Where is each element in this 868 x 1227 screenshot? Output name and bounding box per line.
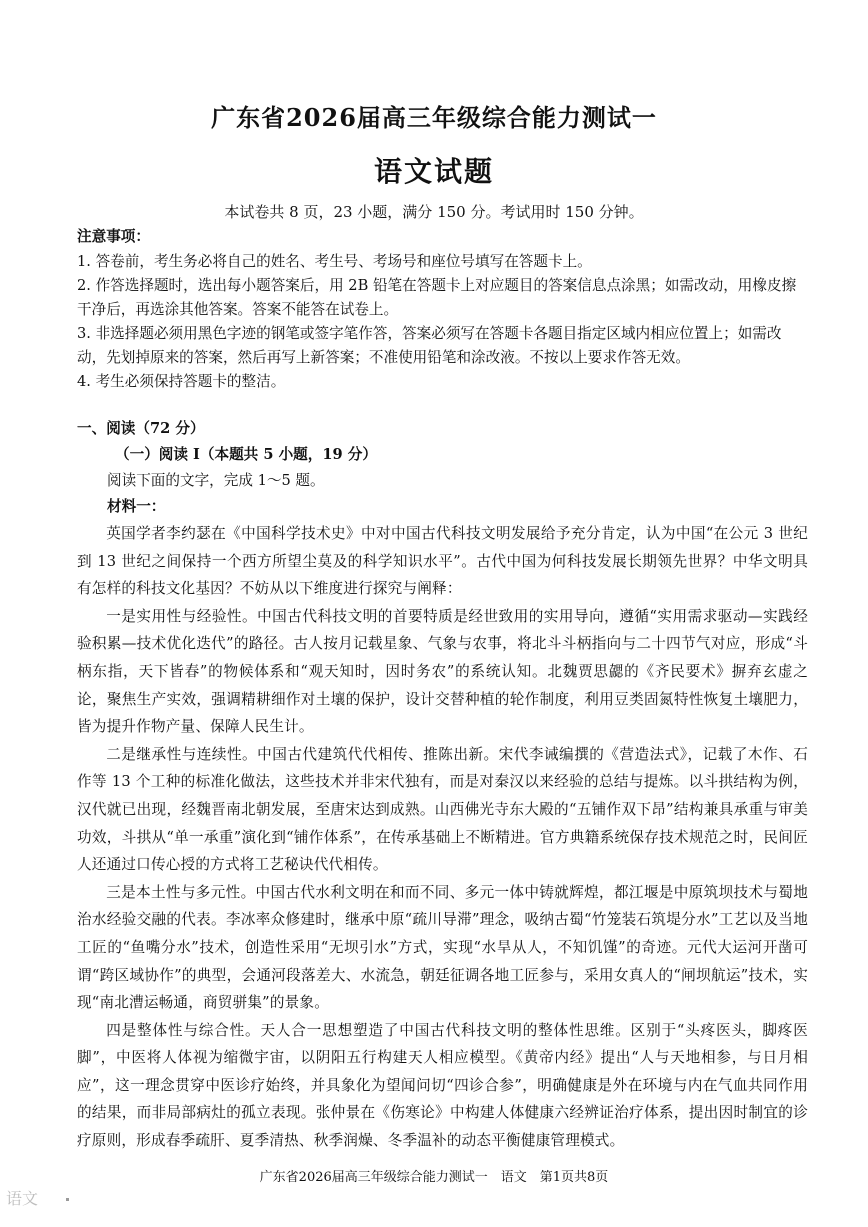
- page-footer: 广东省2026届高三年级综合能力测试一 语文 第1页共8页: [259, 1170, 609, 1185]
- exam-content: [77, 226, 808, 1155]
- notice-heading: 注意事项：: [77, 228, 150, 245]
- exam-intro: 本试卷共 8 页，23 小题，满分 150 分。考试用时 150 分钟。: [224, 203, 644, 221]
- section-heading: 一、阅读（72 分）: [77, 420, 205, 437]
- notice-item: 2. 作答选择题时，选出每小题答案后，用 2B 铅笔在答题卡上对应题目的答案信息点涂黑；如需改动，用橡皮擦干净后，再选涂其他答案。答案不能答在试卷上。: [77, 277, 797, 318]
- paragraph: 三是本土性与多元性。中国古代水利文明在和而不同、多元一体中铸就辉煌，都江堰是中原筑坝技术与蜀地治水经验交融的代表。李冰率众修建时，继承中原“疏川导滞”理念，吸纳古蜀“竹笼装石筑堤分水”工艺以及当地工匠的“鱼嘴分水”技术，创造性采用“无坝引水”方式，实现“水旱从人，不知饥馑”的奇迹。元代大运河开凿可谓“跨区域协作”的典型，会通河段落差大、水流急，朝廷征调各地工匠参与，采用女真人的“闸坝航运”技术，实现“南北漕运畅通，商贸骈集”的景象。: [77, 883, 808, 1012]
- subsection-heading: （一）阅读 I（本题共 5 小题，19 分）: [115, 446, 377, 463]
- notice-item: 4. 考生必须保持答题卡的整洁。: [77, 373, 286, 390]
- paragraph: 四是整体性与综合性。天人合一思想塑造了中国古代科技文明的整体性思维。区别于“头疼医头，脚疼医脚”，中医将人体视为缩微宇宙，以阴阳五行构建天人相应模型。《黄帝内经》提出“人与天地相参，与日月相应”，这一理念贯穿中医诊疗始终，并具象化为望闻问切“四诊合参”，明确健康是外在环境与内在气血共同作用的结果，而非局部病灶的孤立表现。张仲景在《伤寒论》中构建人体健康六经辨证治疗体系，提出因时制宜的诊疗原则，形成春季疏肝、夏季清热、秋季润燥、冬季温补的动态平衡健康管理模式。: [77, 1021, 808, 1150]
- reading-instruction: 阅读下面的文字，完成 1～5 题。: [107, 472, 325, 489]
- exam-subtitle: 语文试题: [373, 155, 494, 188]
- paragraph: 英国学者李约瑟在《中国科学技术史》中对中国古代科技文明发展给予充分肯定，认为中国“在公元 3 世纪到 13 世纪之间保持一个西方所望尘莫及的科学知识水平”。古代中国为何科技发展长期领先世界？中华文明具有怎样的科技文化基因？不妨从以下维度进行探究与阐释：: [77, 525, 808, 598]
- watermark-text: 语文: [6, 1189, 39, 1208]
- paragraph: 一是实用性与经验性。中国古代科技文明的首要特质是经世致用的实用导向，遵循“实用需求驱动—实践经验积累—技术优化迭代”的路径。古人按月记载星象、气象与农事，将北斗斗柄指向与二十四节气对应，形成“斗柄东指，天下皆春”的物候体系和“观天知时，因时务农”的系统认知。北魏贾思勰的《齐民要术》摒弃玄虚之论，聚焦生产实效，强调精耕细作对土壤的保护，设计交替种植的轮作制度，利用豆类固氮特性恢复土壤肥力，皆为提升作物产量、保障人民生计。: [77, 607, 808, 736]
- scan-mark: [66, 1198, 69, 1201]
- exam-title: 广东省2026届高三年级综合能力测试一: [211, 103, 657, 132]
- material-heading: 材料一：: [107, 498, 166, 515]
- paragraph: 二是继承性与连续性。中国古代建筑代代相传、推陈出新。宋代李诫编撰的《营造法式》，记载了木作、石作等 13 个工种的标准化做法，这些技术并非宋代独有，而是对秦汉以来经验的总结与提炼。以斗拱结构为例，汉代就已出现，经魏晋南北朝发展，至唐宋达到成熟。山西佛光寺东大殿的“五铺作双下昂”结构兼具承重与审美功效，斗拱从“单一承重”演化到“铺作体系”，在传承基础上不断精进。官方典籍系统保存技术规范之时，民间匠人还通过口传心授的方式将工艺秘诀代代相传。: [77, 745, 808, 874]
- notice-item: 3. 非选择题必须用黑色字迹的钢笔或签字笔作答，答案必须写在答题卡各题目指定区域内相应位置上；如需改动，先划掉原来的答案，然后再写上新答案；不准使用铅笔和涂改液。不按以上要求作答无效。: [77, 325, 782, 366]
- notice-section: [77, 226, 808, 394]
- material-text: [77, 520, 808, 1155]
- notice-item: 1. 答卷前，考生务必将自己的姓名、考生号、考场号和座位号填写在答题卡上。: [77, 253, 592, 270]
